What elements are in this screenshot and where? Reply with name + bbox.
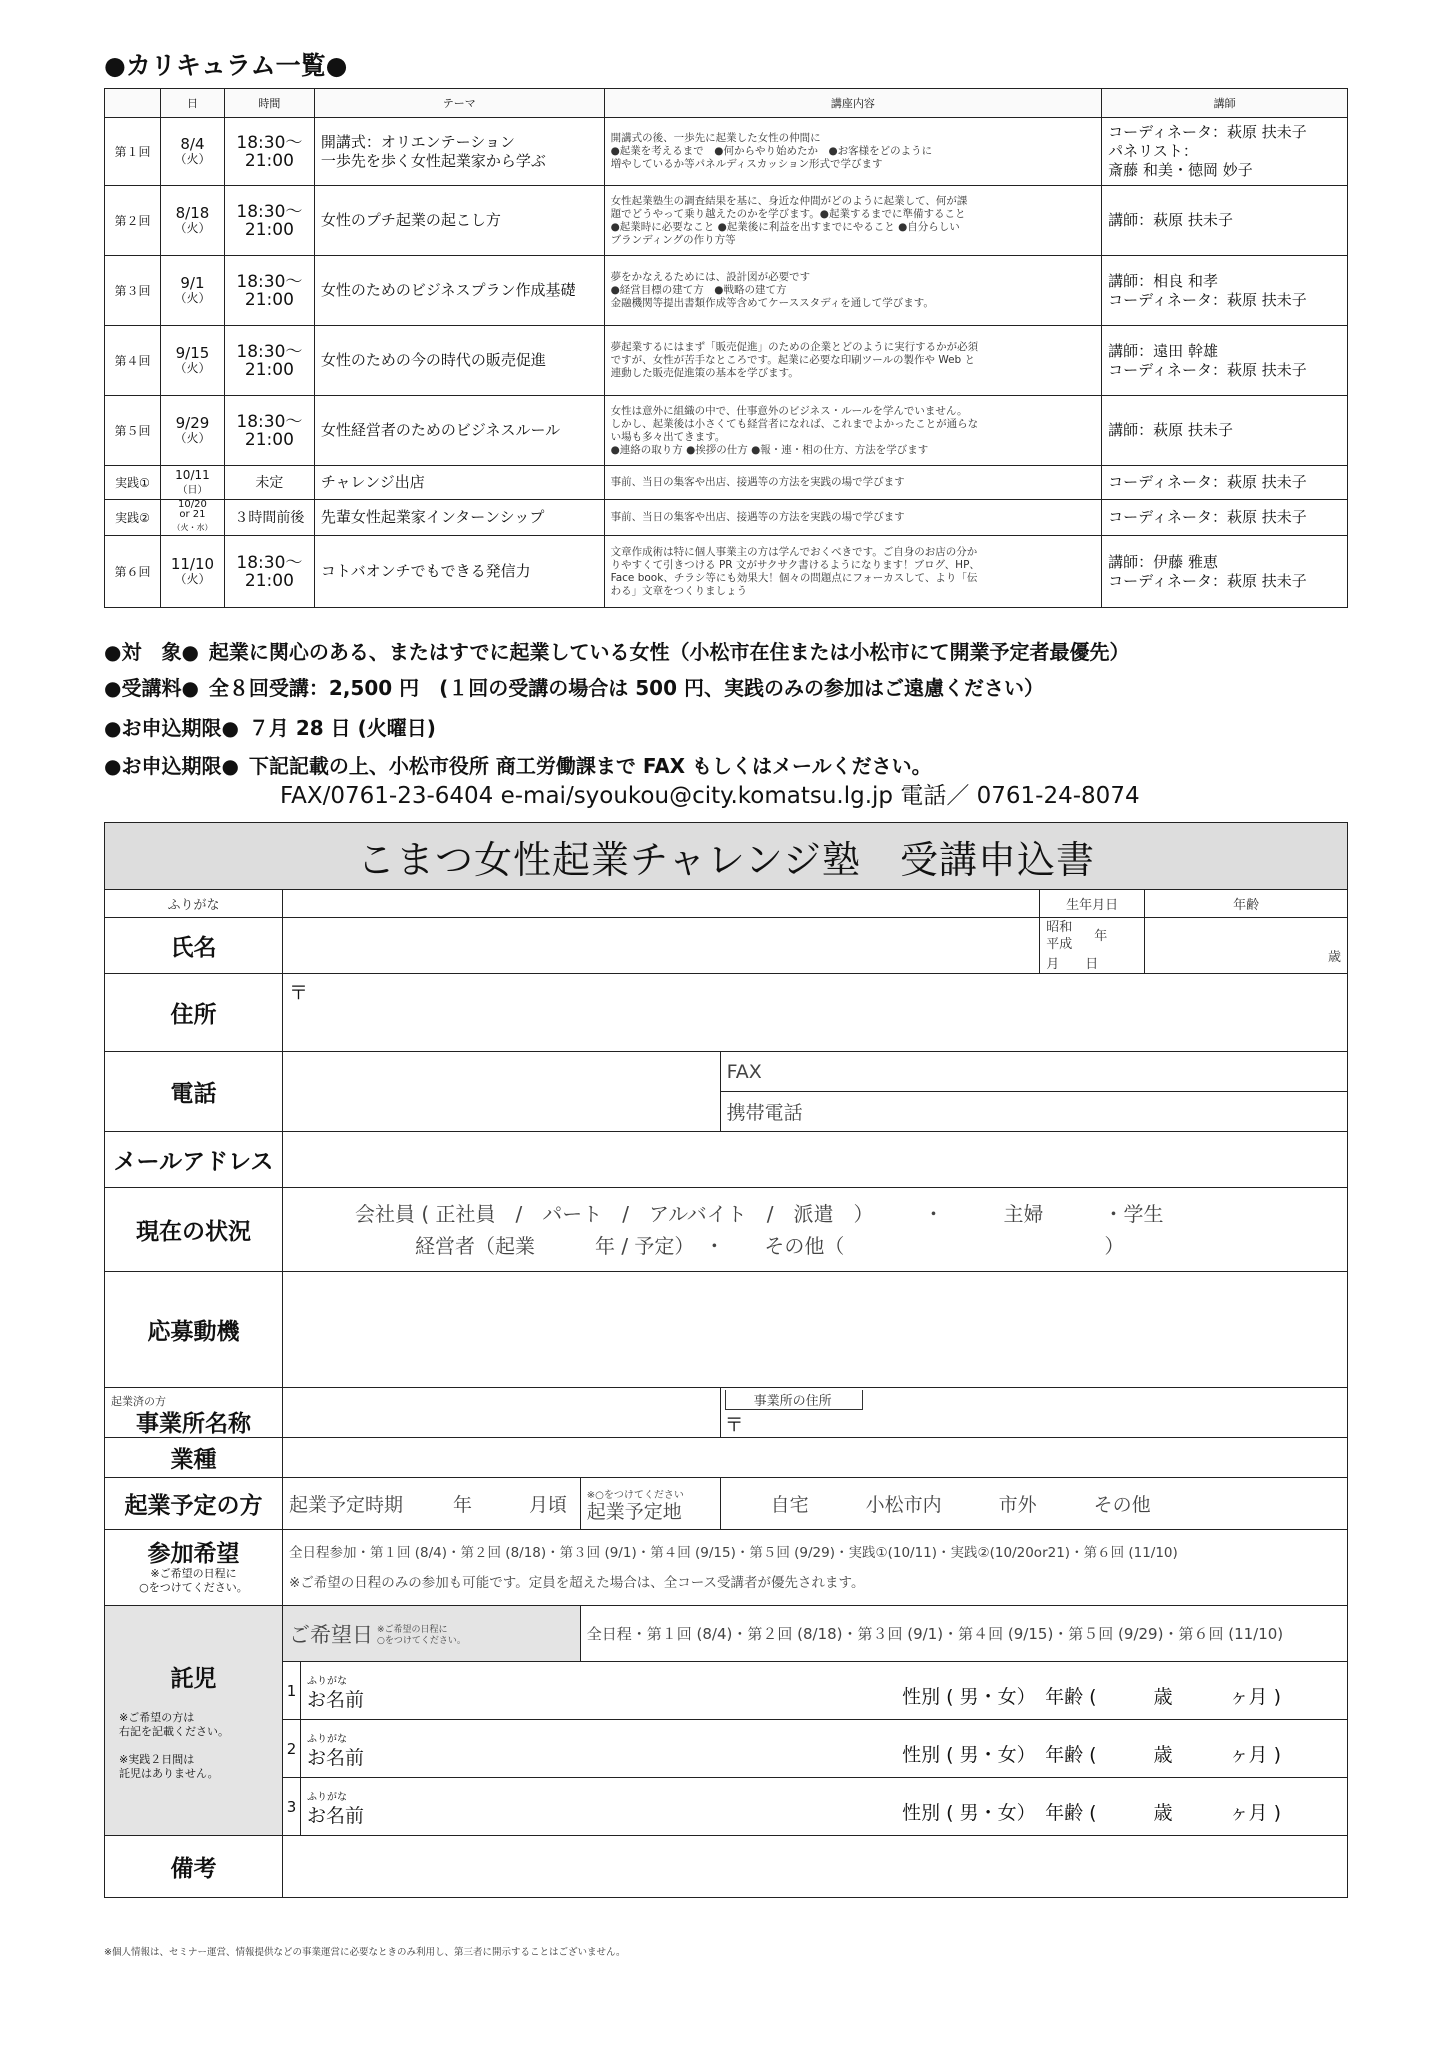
- participation-line1: 全日程参加・第１回 (8/4)・第２回 (8/18)・第３回 (9/1)・第４回 (9/15)・第５回 (9/29)・実践①(10/11)・実践②(10/20or21)・第６回 (11/10): [288, 1544, 1178, 1561]
- header-cell: 講師: [1102, 89, 1348, 118]
- ymd-label: 年 月 日: [1046, 928, 1134, 972]
- header-cell: テーマ: [314, 89, 604, 118]
- furigana-label: ふりがな: [105, 890, 283, 918]
- session-content: 女性は意外に組織の中で、仕事意外のビジネス・ルールを学んでいません。 しかし、起業後は小さくても経営者になれば、これまでよかったことが通らな い場も多々出てきます。 ●連絡の取り方 ●挨拶の仕方 ●報・連・相の仕方、方法を学びます: [604, 396, 1102, 466]
- biz-name-input[interactable]: [282, 1388, 720, 1438]
- curriculum-header-row: [105, 89, 1348, 118]
- remarks-label: 備考: [105, 1836, 283, 1898]
- motive-label: 応募動機: [105, 1272, 283, 1388]
- childcare-label-cell: [105, 1606, 283, 1836]
- fee-line: [104, 672, 1044, 701]
- curriculum-table: [104, 88, 1348, 608]
- session-weekday: （日）: [177, 484, 208, 496]
- email-label: メールアドレス: [105, 1132, 283, 1188]
- status-line1: 会社員 ( 正社員 / パート / アルバイト / 派遣 ） ・ 主婦 ・学生: [354, 1201, 1164, 1226]
- curriculum-title: ●カリキュラム一覧●: [104, 51, 348, 80]
- session-lecturer: 講師：伊藤 雅恵 コーディネータ：萩原 扶未子: [1102, 536, 1348, 608]
- industry-label: 業種: [105, 1438, 283, 1478]
- session-theme: 女性のためのビジネスプラン作成基礎: [314, 256, 604, 326]
- child-name-cell: [307, 1789, 364, 1825]
- session-number: 実践②: [105, 500, 161, 536]
- childcare-note: ※ご希望の方は 右記を記載ください。 ※実践２日間は 託児はありません。: [119, 1711, 229, 1780]
- fee-label: ●受講料●: [104, 676, 199, 700]
- session-weekday: （火）: [174, 151, 211, 166]
- participation-line2: ※ご希望の日程のみの参加も可能です。定員を超えた場合は、全コース受講者が優先されます。: [288, 1574, 865, 1591]
- session-time: 18:30～ 21:00: [224, 536, 314, 608]
- childcare-label: 託児: [170, 1666, 217, 1692]
- plan-time-input[interactable]: [282, 1478, 580, 1530]
- furigana-input[interactable]: [282, 890, 1039, 918]
- session-content: 女性起業塾生の調査結果を基に、身近な仲間がどのように起業して、何が課 題でどうやって乗り越えたのかを学びます。●起業するまでに準備すること ●起業時に必要なこと ●起業後に利益を出すまでにやること ●自分らしい ブランディングの作り方等: [604, 186, 1102, 256]
- target-line: [104, 636, 1130, 665]
- fax-input[interactable]: [720, 1052, 1347, 1092]
- status-label: 現在の状況: [105, 1188, 283, 1272]
- session-date: [160, 326, 224, 396]
- biz-address-label: 事業所の住所: [725, 1390, 863, 1410]
- participation-note: ※ご希望の日程に ○をつけてください。: [139, 1566, 248, 1594]
- child-number: 2: [282, 1720, 300, 1778]
- session-date-value: 8/18: [175, 203, 210, 222]
- session-weekday: （火）: [174, 290, 211, 305]
- session-theme: 女性経営者のためのビジネスルール: [314, 396, 604, 466]
- child-name-cell: [307, 1673, 364, 1709]
- phone-input[interactable]: [282, 1052, 720, 1132]
- session-content: 開講式の後、一歩先に起業した女性の仲間に ●起業を考えるまで ●何からやり始めたか ●お客様をどのように 増やしているか等パネルディスカッション形式で学びます: [604, 118, 1102, 186]
- session-time: 18:30～ 21:00: [224, 396, 314, 466]
- session-weekday: （火）: [174, 430, 211, 445]
- curriculum-row: [105, 396, 1348, 466]
- privacy-footnote: ※個人情報は、セミナー運営、情報提供などの事業運営に必要なときのみ利用し、第三者に開示することはございません。: [104, 1947, 626, 1958]
- fax-label: FAX: [726, 1060, 762, 1083]
- session-lecturer: コーディネータ：萩原 扶未子: [1102, 466, 1348, 500]
- session-lecturer: 講師：遠田 幹雄 コーディネータ：萩原 扶未子: [1102, 326, 1348, 396]
- session-date-value: 10/11: [175, 467, 210, 482]
- session-theme: 先輩女性起業家インターンシップ: [314, 500, 604, 536]
- plan-note: ※○をつけてください: [586, 1489, 684, 1501]
- participation-options[interactable]: [282, 1530, 1347, 1606]
- curriculum-row: [105, 536, 1348, 608]
- age-label: 年齢: [1145, 890, 1348, 918]
- session-content: 文章作成術は特に個人事業主の方は学んでおくべきです。ご自身のお店の分か りやすくて引きつける PR 文がサクサク書けるようになります！ブログ、HP、 Face book、チラシ等にも効果大！個々の問題点にフォーカスして、より「伝 わる」文章をつくりましょう: [604, 536, 1102, 608]
- session-lecturer: 講師：萩原 扶未子: [1102, 186, 1348, 256]
- child-furigana: ふりがな: [306, 1733, 347, 1745]
- session-lecturer: コーディネータ：萩原 扶未子: [1102, 500, 1348, 536]
- participation-label: 参加希望: [147, 1540, 240, 1567]
- child-row-1[interactable]: [300, 1662, 1347, 1720]
- session-lecturer: 講師：萩原 扶未子: [1102, 396, 1348, 466]
- biz-small-label: 起業済の方: [111, 1394, 166, 1408]
- child-number: 3: [282, 1778, 300, 1836]
- curriculum-row: [105, 256, 1348, 326]
- sai-label: 歳: [1327, 950, 1341, 965]
- child-name-label: お名前: [306, 1804, 364, 1827]
- session-date: [160, 118, 224, 186]
- session-date-value: 10/20 or 21: [178, 499, 207, 520]
- session-date: [160, 186, 224, 256]
- desired-note: ※ご希望の日程に ○をつけてください。: [376, 1624, 466, 1646]
- session-date: [160, 536, 224, 608]
- biz-postal-mark: 〒: [724, 1414, 744, 1436]
- curriculum-row: [105, 118, 1348, 186]
- session-number: 第３回: [105, 256, 161, 326]
- plan-place-cell: [580, 1478, 720, 1530]
- session-weekday: （火・水）: [172, 523, 213, 532]
- child-furigana: ふりがな: [306, 1791, 347, 1803]
- deadline-line: [104, 712, 436, 741]
- session-content: 夢をかなえるためには、設計図が必要です ●経営目標の建て方 ●戦略の建て方 金融機関等提出書類作成等含めてケーススタディを通して学びます。: [604, 256, 1102, 326]
- session-weekday: （火）: [174, 571, 211, 586]
- child-info: 性別 ( 男・女） 年齢 ( 歳 ヶ月 ): [902, 1801, 1281, 1824]
- session-date: [160, 466, 224, 500]
- session-date: [160, 396, 224, 466]
- biz-label: 事業所名称: [135, 1410, 251, 1437]
- status-line2: 経営者（起業 年 / 予定） ・ その他（ ）: [414, 1233, 1125, 1258]
- apply-value: 下記記載の上、小松市役所 商工労働課まで FAX もしくはメールください。: [248, 754, 932, 778]
- curriculum-row: [105, 466, 1348, 500]
- session-date-value: 9/29: [175, 413, 210, 432]
- child-row-content: [307, 1731, 1341, 1767]
- session-weekday: （火）: [174, 360, 211, 375]
- session-content: 事前、当日の集客や出店、接遇等の方法を実践の場で学びます: [604, 466, 1102, 500]
- status-options[interactable]: [282, 1188, 1347, 1272]
- apply-line: [104, 750, 932, 779]
- mobile-input[interactable]: [720, 1092, 1347, 1132]
- address-label: 住所: [105, 974, 283, 1052]
- child-row-3[interactable]: [300, 1778, 1347, 1836]
- session-lecturer: 講師：相良 和孝 コーディネータ：萩原 扶未子: [1102, 256, 1348, 326]
- contact-line: FAX/0761-23-6404 e-mai/syoukou@city.komatsu.lg.jp 電話／ 0761-24-8074: [280, 783, 1140, 809]
- session-date: [160, 256, 224, 326]
- plan-place-options[interactable]: 自宅 小松市内 市外 その他: [720, 1478, 1347, 1530]
- plan-time-label: 起業予定時期: [288, 1494, 403, 1516]
- session-number: 第４回: [105, 326, 161, 396]
- session-date-value: 9/1: [180, 273, 205, 292]
- birth-label: 生年月日: [1040, 890, 1145, 918]
- child-row-2[interactable]: [300, 1720, 1347, 1778]
- apply-label: ●お申込期限●: [104, 754, 239, 778]
- birthdate-input[interactable]: [1040, 918, 1145, 974]
- plan-ym-label: 年 月頃: [452, 1494, 567, 1516]
- form-title: こまつ女性起業チャレンジ塾 受講申込書: [105, 823, 1348, 890]
- child-info: 性別 ( 男・女） 年齢 ( 歳 ヶ月 ): [902, 1743, 1281, 1766]
- header-cell: 時間: [224, 89, 314, 118]
- child-furigana: ふりがな: [306, 1675, 347, 1687]
- session-time: 18:30～ 21:00: [224, 186, 314, 256]
- session-lecturer: コーディネータ：萩原 扶未子 パネリスト： 斎藤 和美・徳岡 妙子: [1102, 118, 1348, 186]
- target-value: 起業に関心のある、またはすでに起業している女性（小松市在住または小松市にて開業予定者最優先）: [208, 640, 1130, 664]
- curriculum-row: [105, 500, 1348, 536]
- child-name-label: お名前: [306, 1746, 364, 1769]
- session-theme: 開講式：オリエンテーション 一歩先を歩く女性起業家から学ぶ: [314, 118, 604, 186]
- target-label: ●対 象●: [104, 640, 199, 664]
- motive-input[interactable]: [282, 1272, 1347, 1388]
- application-form: [104, 822, 1348, 1898]
- session-time: ３時間前後: [224, 500, 314, 536]
- session-time: 18:30～ 21:00: [224, 326, 314, 396]
- biz-address-input[interactable]: [720, 1388, 1347, 1438]
- session-weekday: （火）: [174, 220, 211, 235]
- child-row-content: [307, 1673, 1341, 1709]
- remarks-input[interactable]: [282, 1836, 1347, 1898]
- session-theme: 女性のための今の時代の販売促進: [314, 326, 604, 396]
- child-number: 1: [282, 1662, 300, 1720]
- desired-label-cell: [282, 1606, 580, 1662]
- deadline-value: ７月 28 日 (火曜日): [248, 716, 436, 740]
- postal-mark: 〒: [288, 982, 308, 1004]
- industry-input[interactable]: [282, 1438, 1347, 1478]
- name-input[interactable]: [282, 918, 1039, 974]
- session-content: 事前、当日の集客や出店、接遇等の方法を実践の場で学びます: [604, 500, 1102, 536]
- session-number: 第５回: [105, 396, 161, 466]
- name-label: 氏名: [105, 918, 283, 974]
- participation-label-cell: [105, 1530, 283, 1606]
- session-number: 第６回: [105, 536, 161, 608]
- session-number: 実践①: [105, 466, 161, 500]
- address-input[interactable]: [282, 974, 1347, 1052]
- child-name-cell: [307, 1731, 364, 1767]
- session-date-value: 9/15: [175, 343, 210, 362]
- email-input[interactable]: [282, 1132, 1347, 1188]
- curriculum-row: [105, 326, 1348, 396]
- session-theme: 女性のプチ起業の起こし方: [314, 186, 604, 256]
- session-theme: コトバオンチでもできる発信力: [314, 536, 604, 608]
- header-cell: 日: [160, 89, 224, 118]
- biz-label-cell: [105, 1388, 283, 1438]
- age-input[interactable]: [1145, 918, 1348, 974]
- session-time: 未定: [224, 466, 314, 500]
- session-content: 夢起業するにはまず「販売促進」のための企業とどのように実行するかが必須 ですが、女性が苦手なところです。起業に必要な印刷ツールの製作や Web と 連動した販売促進策の基本を学びます。: [604, 326, 1102, 396]
- session-time: 18:30～ 21:00: [224, 256, 314, 326]
- header-cell: [105, 89, 161, 118]
- session-date-value: 8/4: [180, 134, 205, 153]
- mobile-label: 携帯電話: [726, 1102, 803, 1124]
- desired-dates[interactable]: 全日程・第１回 (8/4)・第２回 (8/18)・第３回 (9/1)・第４回 (9/15)・第５回 (9/29)・第６回 (11/10): [580, 1606, 1347, 1662]
- phone-label: 電話: [105, 1052, 283, 1132]
- session-number: 第２回: [105, 186, 161, 256]
- session-theme: チャレンジ出店: [314, 466, 604, 500]
- child-info: 性別 ( 男・女） 年齢 ( 歳 ヶ月 ): [902, 1685, 1281, 1708]
- fee-value: 全８回受講：2,500 円 (１回の受講の場合は 500 円、実践のみの参加はご遠慮ください）: [208, 676, 1044, 700]
- plan-place-label: 起業予定地: [586, 1500, 682, 1523]
- session-date: [160, 500, 224, 536]
- session-date-value: 11/10: [170, 554, 215, 573]
- header-cell: 講座内容: [604, 89, 1102, 118]
- session-time: 18:30～ 21:00: [224, 118, 314, 186]
- era-label: 昭和 平成: [1046, 920, 1073, 952]
- plan-label: 起業予定の方: [105, 1478, 283, 1530]
- curriculum-row: [105, 186, 1348, 256]
- deadline-label: ●お申込期限●: [104, 716, 239, 740]
- session-number: 第１回: [105, 118, 161, 186]
- child-row-content: [307, 1789, 1341, 1825]
- child-name-label: お名前: [306, 1688, 364, 1711]
- desired-label: ご希望日: [288, 1622, 373, 1647]
